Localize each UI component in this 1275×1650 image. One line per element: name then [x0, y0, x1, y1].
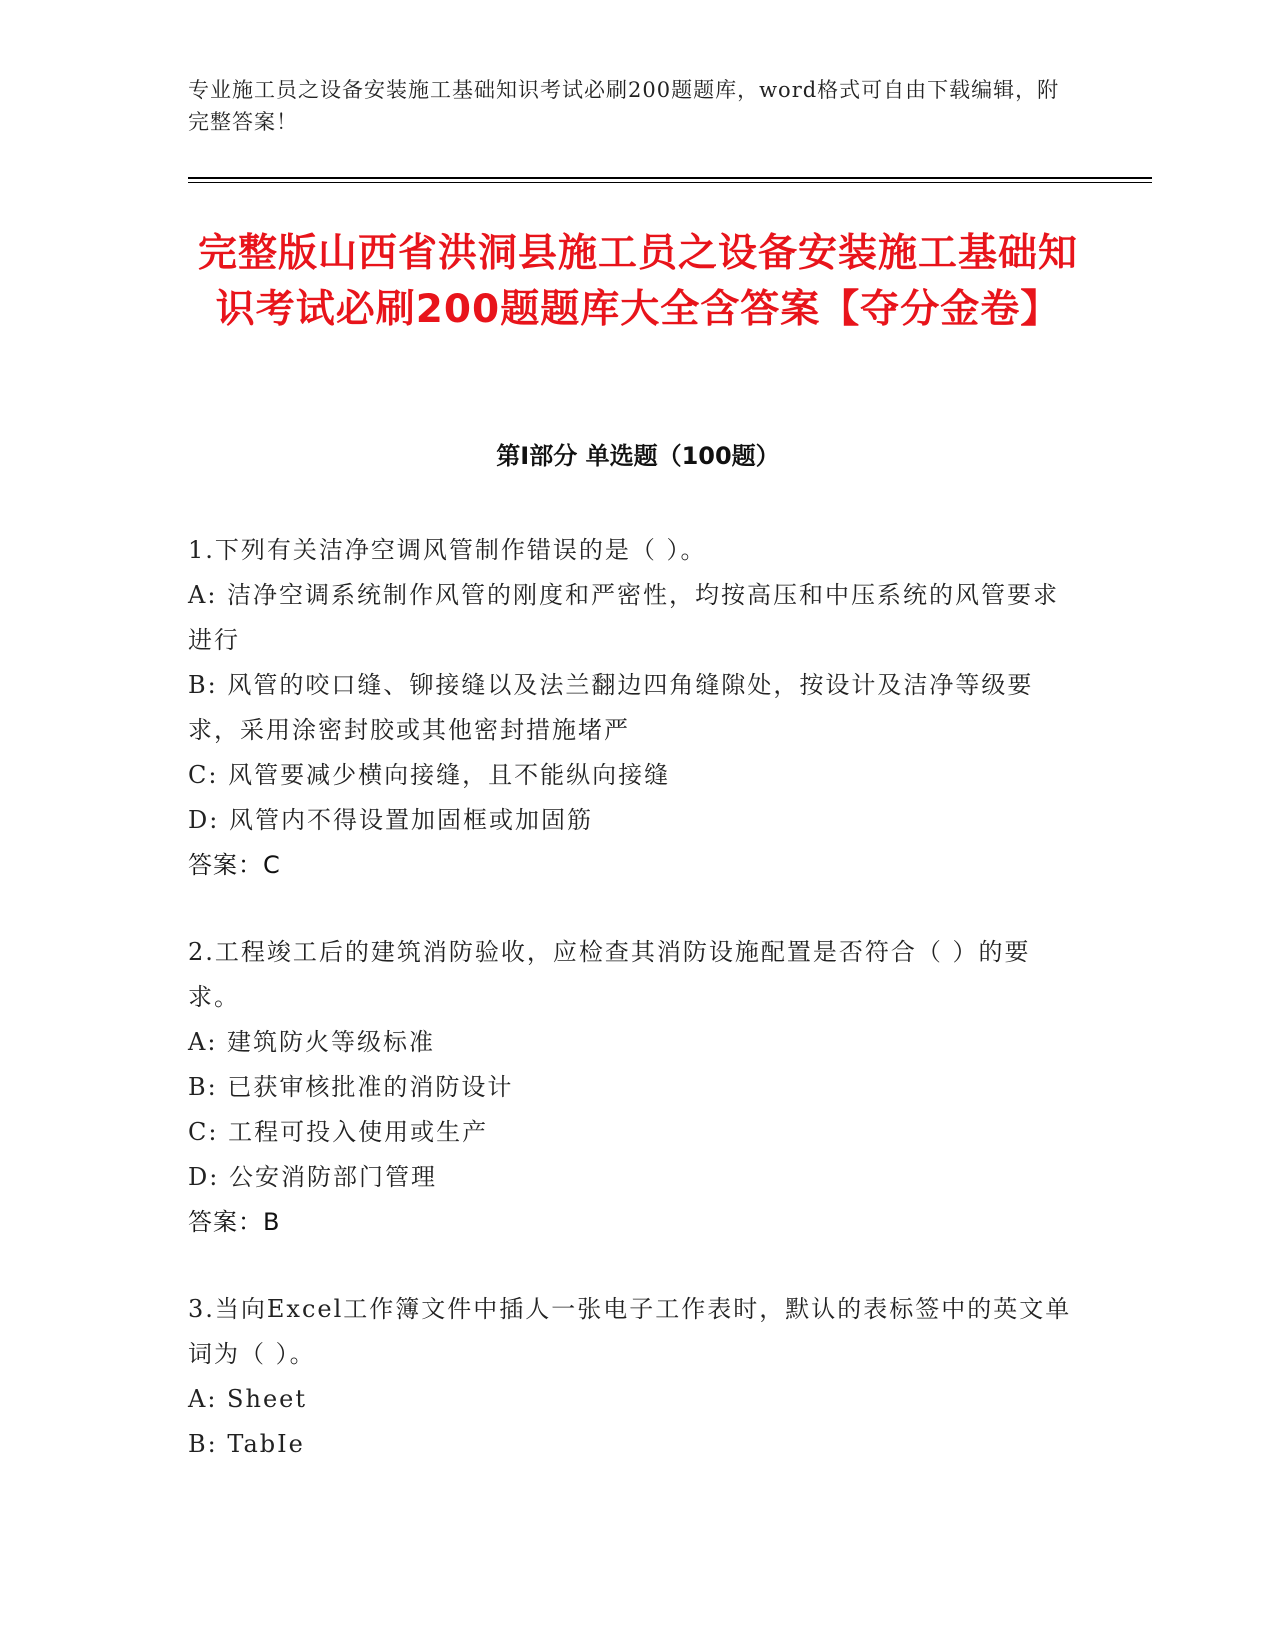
option-c: C: 风管要减少横向接缝，且不能纵向接缝 [188, 761, 671, 789]
question-1 [188, 528, 1078, 888]
document-title: 完整版山西省洪洞县施工员之设备安装施工基础知识考试必刷200题题库大全含答案【夺分金卷】 [197, 231, 1078, 332]
option-b: B: 风管的咬口缝、铆接缝以及法兰翻边四角缝隙处，按设计及洁净等级要求，采用涂密封胶或其他密封措施堵严 [188, 671, 1034, 744]
question-stem: 3.当向Excel工作簿文件中插人一张电子工作表时，默认的表标签中的英文单词为（ ）。 [188, 1295, 1072, 1368]
option-d: D: 公安消防部门管理 [188, 1163, 437, 1191]
header-divider-thick [188, 177, 1152, 179]
option-b: B: TabIe [188, 1430, 305, 1458]
option-a: A: Sheet [188, 1385, 307, 1413]
answer: 答案：C [188, 851, 281, 879]
option-b: B: 已获审核批准的消防设计 [188, 1073, 514, 1101]
option-a: A: 建筑防火等级标准 [188, 1028, 436, 1056]
question-2 [188, 930, 1078, 1245]
section-heading: 第I部分 单选题（100题） [496, 442, 780, 470]
question-3 [188, 1287, 1078, 1467]
option-a: A: 洁净空调系统制作风管的刚度和严密性，均按高压和中压系统的风管要求进行 [188, 581, 1060, 654]
question-stem: 2.工程竣工后的建筑消防验收，应检查其消防设施配置是否符合（ ）的要求。 [188, 938, 1031, 1011]
option-c: C: 工程可投入使用或生产 [188, 1118, 489, 1146]
question-stem: 1.下列有关洁净空调风管制作错误的是（ ）。 [188, 536, 707, 564]
header-divider-thin [188, 182, 1152, 183]
header-note: 专业施工员之设备安装施工基础知识考试必刷200题题库，word格式可自由下载编辑，附完整答案！ [188, 78, 1060, 134]
question-list [188, 528, 1078, 1509]
answer: 答案：B [188, 1208, 281, 1236]
option-d: D: 风管内不得设置加固框或加固筋 [188, 806, 593, 834]
